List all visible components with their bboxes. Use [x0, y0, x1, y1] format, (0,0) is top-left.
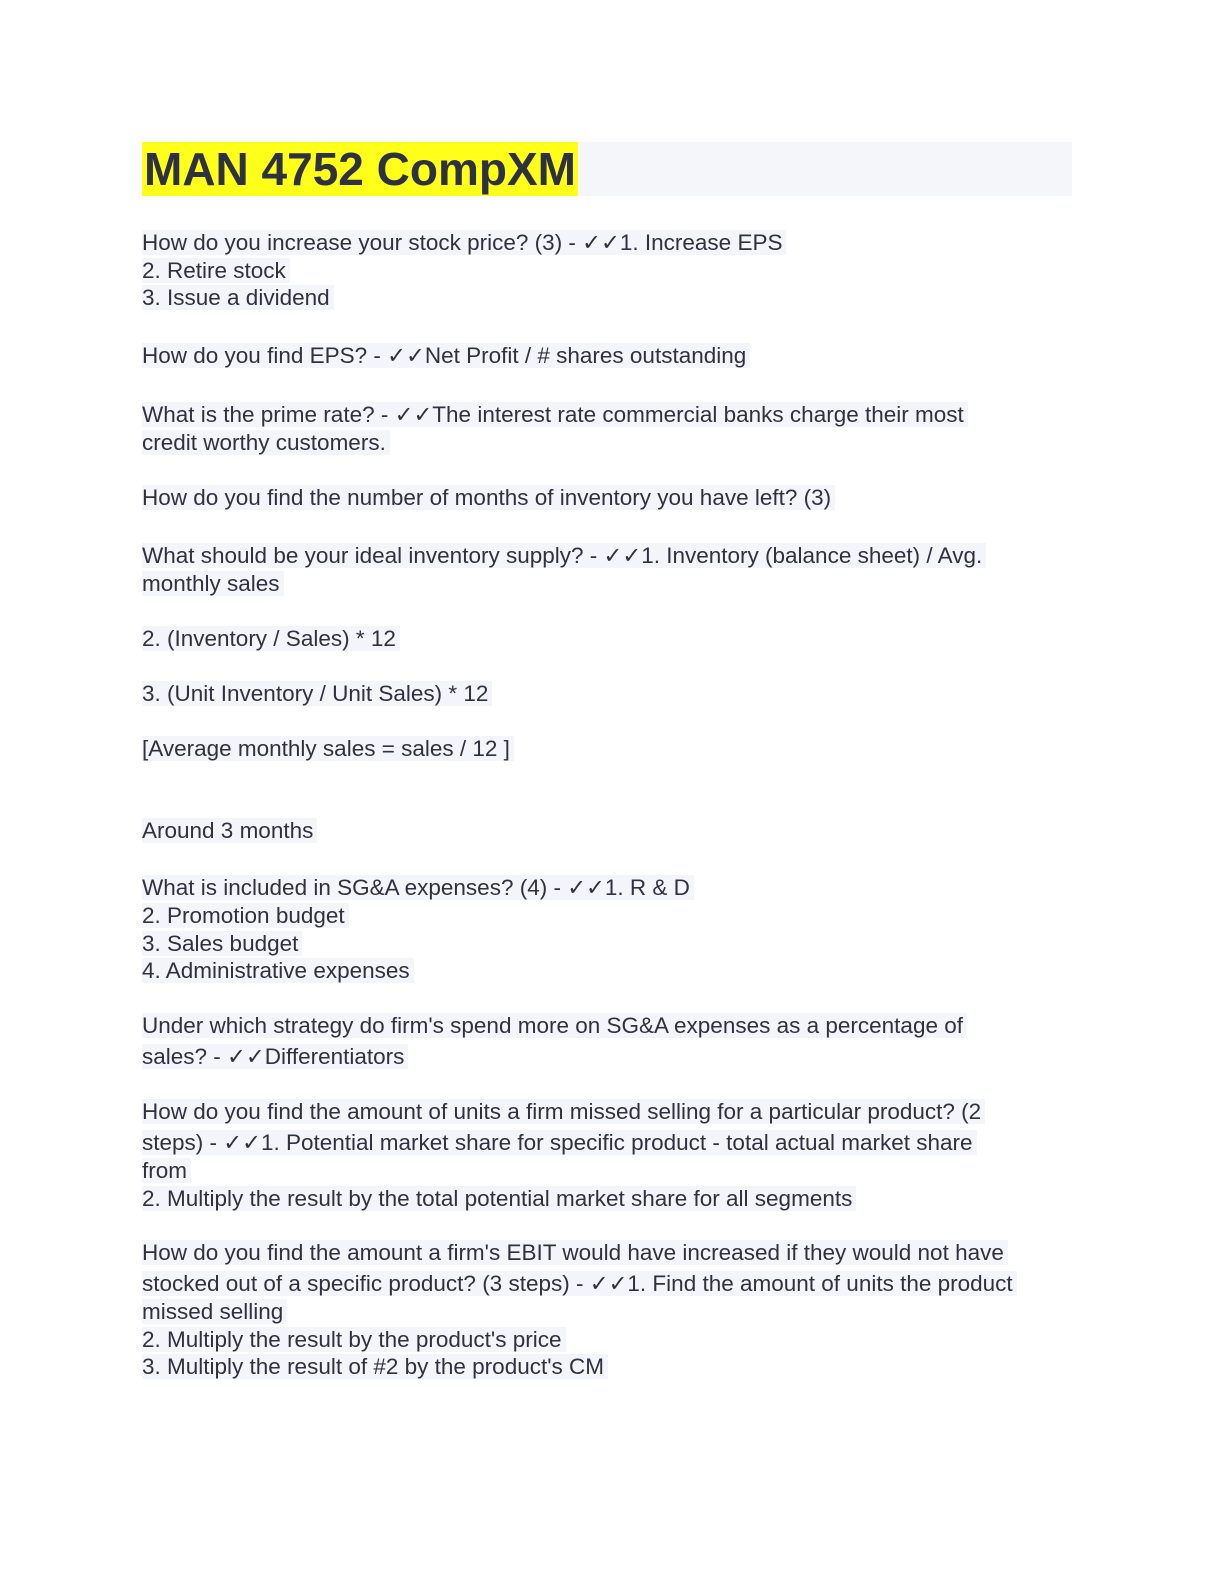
text-line: 3. Issue a dividend — [142, 284, 334, 312]
text-line: 2. Multiply the result by the product's price — [142, 1326, 566, 1354]
text-line: missed selling — [142, 1298, 287, 1326]
text-line: from — [142, 1157, 191, 1185]
text-line: 2. Promotion budget — [142, 902, 349, 930]
text-line: 3. Multiply the result of #2 by the product's CM — [142, 1353, 608, 1381]
text-line: monthly sales — [142, 570, 284, 598]
text-line: How do you find the amount a firm's EBIT would have increased if they would not have — [142, 1239, 1008, 1267]
text-line: 4. Administrative expenses — [142, 957, 414, 985]
text-line: steps) - ✓✓1. Potential market share for specific product - total actual market share — [142, 1129, 977, 1157]
text-line: How do you find the number of months of inventory you have left? (3) — [142, 484, 835, 512]
text-line: [Average monthly sales = sales / 12 ] — [142, 735, 514, 763]
text-line: What is included in SG&A expenses? (4) - ✓✓1. R & D — [142, 874, 694, 902]
text-line: What should be your ideal inventory supply? - ✓✓1. Inventory (balance sheet) / Avg. — [142, 542, 986, 570]
text-line: Around 3 months — [142, 817, 317, 845]
text-line: 3. (Unit Inventory / Unit Sales) * 12 — [142, 680, 492, 708]
text-line: What is the prime rate? - ✓✓The interest rate commercial banks charge their most — [142, 401, 968, 429]
document-title: MAN 4752 CompXM — [144, 143, 576, 195]
text-line: How do you increase your stock price? (3) - ✓✓1. Increase EPS — [142, 229, 786, 257]
text-line: 2. Multiply the result by the total potential market share for all segments — [142, 1185, 856, 1213]
text-line: stocked out of a specific product? (3 steps) - ✓✓1. Find the amount of units the product — [142, 1270, 1017, 1298]
text-line: 3. Sales budget — [142, 930, 302, 958]
text-line: How do you find EPS? - ✓✓Net Profit / # shares outstanding — [142, 342, 750, 370]
text-line: 2. (Inventory / Sales) * 12 — [142, 625, 400, 653]
text-line: sales? - ✓✓Differentiators — [142, 1043, 408, 1071]
text-line: Under which strategy do firm's spend more on SG&A expenses as a percentage of — [142, 1012, 967, 1040]
text-line: 2. Retire stock — [142, 257, 290, 285]
text-line: How do you find the amount of units a firm missed selling for a particular product? (2 — [142, 1098, 985, 1126]
text-line: credit worthy customers. — [142, 429, 390, 457]
